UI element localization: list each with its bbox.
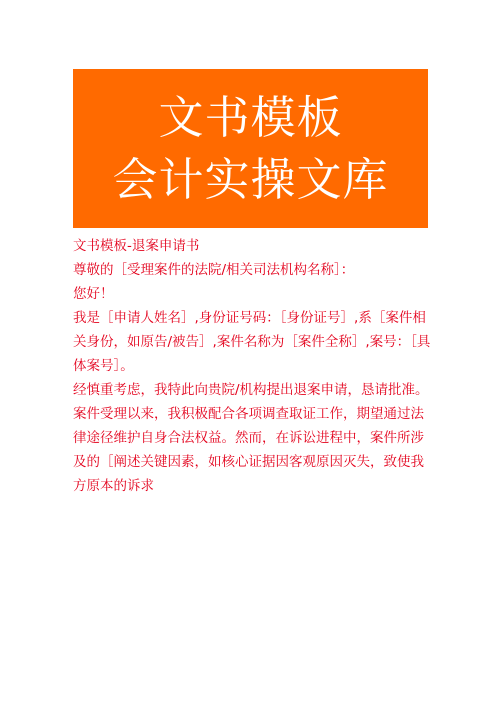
paragraph-withdrawal-request: 经慎重考虑，我特此向贵院/机构提出退案申请，恳请批准。 [73, 382, 429, 398]
paragraph-reason: 案件受理以来，我积极配合各项调查取证工作，期望通过法律途径维护自身合法权益。然而，在诉讼进程中，案件所涉及的［阐述关键因素，如核心证据因客观原因灭失，致使我方原本的诉求 [73, 406, 424, 494]
banner-title-line-2: 会计实操文库 [112, 152, 389, 206]
document-body [73, 234, 433, 498]
document-title: 文书模板-退案申请书 [73, 238, 200, 254]
salutation: 尊敬的［受理案件的法院/相关司法机构名称］： [73, 262, 355, 278]
header-banner [73, 69, 428, 228]
greeting: 您好！ [73, 286, 114, 302]
paragraph-applicant-identity: 我是［申请人姓名］,身份证号码：［身份证号］,系［案件相关身份，如原告/被告］,案件名称为［案件全称］,案号：［具体案号］。 [73, 310, 431, 374]
banner-title-line-1: 文书模板 [158, 90, 343, 144]
